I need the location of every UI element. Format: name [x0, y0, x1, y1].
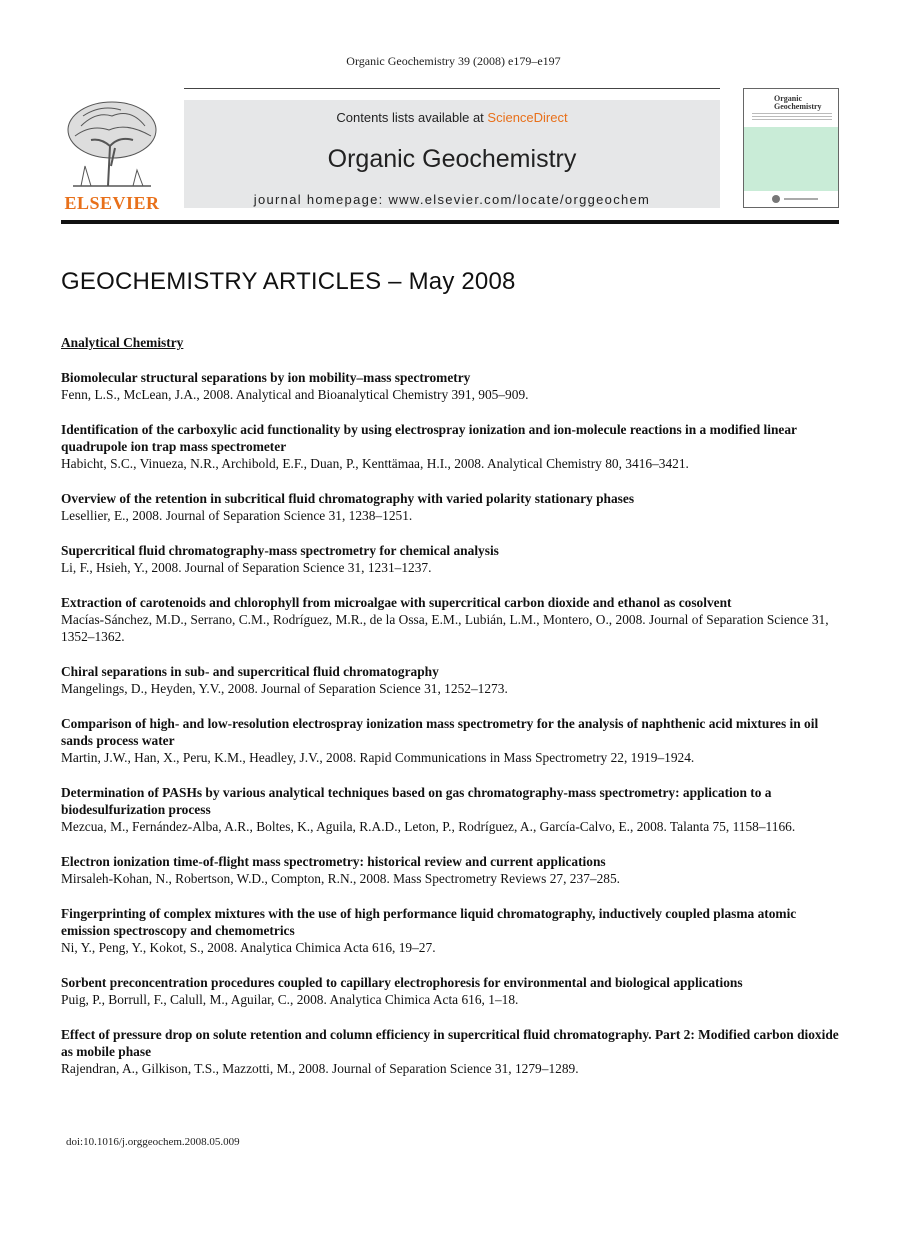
journal-masthead: [61, 88, 839, 213]
article-entry: [61, 421, 839, 472]
article-entry: [61, 369, 839, 403]
journal-banner: [184, 100, 720, 208]
article-reference: Lesellier, E., 2008. Journal of Separation Science 31, 1238–1251.: [61, 508, 413, 523]
article-reference: Ni, Y., Peng, Y., Kokot, S., 2008. Analytica Chimica Acta 616, 19–27.: [61, 940, 436, 955]
header-divider: [61, 220, 839, 224]
cover-footer: [744, 191, 838, 207]
article-title[interactable]: Effect of pressure drop on solute retention and column efficiency in supercritical fluid chromatography. Part 2: Modified carbon dioxide as mobile phase: [61, 1027, 839, 1059]
article-title[interactable]: Electron ionization time-of-flight mass spectrometry: historical review and current applications: [61, 854, 606, 869]
cover-lines: [752, 113, 832, 122]
journal-title: Organic Geochemistry: [327, 145, 577, 173]
publisher-wordmark: ELSEVIER: [64, 193, 160, 213]
running-head: Organic Geochemistry 39 (2008) e179–e197: [346, 54, 561, 68]
doi-link[interactable]: doi:10.1016/j.orggeochem.2008.05.009: [66, 1136, 240, 1148]
article-title[interactable]: Biomolecular structural separations by ion mobility–mass spectrometry: [61, 370, 471, 385]
article-reference: Mirsaleh-Kohan, N., Robertson, W.D., Compton, R.N., 2008. Mass Spectrometry Reviews 27, 237–285.: [61, 871, 621, 886]
article-reference: Fenn, L.S., McLean, J.A., 2008. Analytical and Bioanalytical Chemistry 391, 905–909.: [61, 387, 529, 402]
masthead-top-rule: [184, 88, 720, 89]
article-entry: [61, 905, 839, 956]
article-title[interactable]: Chiral separations in sub- and supercritical fluid chromatography: [61, 664, 439, 679]
article-entry: [61, 663, 839, 697]
article-reference: Macías-Sánchez, M.D., Serrano, C.M., Rodríguez, M.R., de la Ossa, E.M., Lubián, L.M., Montero, O., 2008. Journal of Separation Science 31, 1352–1362.: [61, 612, 829, 644]
article-entry: [61, 715, 839, 766]
article-reference: Martin, J.W., Han, X., Peru, K.M., Headley, J.V., 2008. Rapid Communications in Mass Spectrometry 22, 1919–1924.: [61, 750, 695, 765]
article-title[interactable]: Fingerprinting of complex mixtures with the use of high performance liquid chromatography, inductively coupled plasma atomic emission spectroscopy and chemometrics: [61, 906, 797, 938]
article-reference: Mangelings, D., Heyden, Y.V., 2008. Journal of Separation Science 31, 1252–1273.: [61, 681, 508, 696]
article-list: [61, 334, 839, 1095]
cover-header: [744, 89, 838, 127]
article-reference: Li, F., Hsieh, Y., 2008. Journal of Separation Science 31, 1231–1237.: [61, 560, 432, 575]
article-title[interactable]: Sorbent preconcentration procedures coupled to capillary electrophoresis for environmental and biological applications: [61, 975, 743, 990]
article-title[interactable]: Determination of PASHs by various analytical techniques based on gas chromatography-mass spectrometry: application to a biodesulfurization process: [61, 785, 772, 817]
journal-homepage-link[interactable]: journal homepage: www.elsevier.com/locate/orggeochem: [253, 192, 651, 207]
article-entry: [61, 1026, 839, 1077]
article-reference: Mezcua, M., Fernández-Alba, A.R., Boltes, K., Aguila, R.A.D., Leton, P., Rodríguez, A., García-Calvo, E., 2008. Talanta 75, 1158–1166.: [61, 819, 796, 834]
page-title: GEOCHEMISTRY ARTICLES – May 2008: [61, 268, 516, 295]
article-entry: [61, 490, 839, 524]
article-reference: Habicht, S.C., Vinueza, N.R., Archibold, E.F., Duan, P., Kenttämaa, H.I., 2008. Analytical Chemistry 80, 3416–3421.: [61, 456, 689, 471]
article-title[interactable]: Extraction of carotenoids and chlorophyll from microalgae with supercritical carbon dioxide and ethanol as cosolvent: [61, 595, 732, 610]
cover-title: Organic Geochemistry: [774, 94, 822, 111]
article-title[interactable]: Supercritical fluid chromatography-mass spectrometry for chemical analysis: [61, 543, 499, 558]
article-title[interactable]: Overview of the retention in subcritical fluid chromatography with varied polarity stationary phases: [61, 491, 635, 506]
cover-logo-icon: [772, 195, 780, 203]
cover-footer-line: [784, 198, 818, 200]
article-title[interactable]: Comparison of high- and low-resolution electrospray ionization mass spectrometry for the analysis of naphthenic acid mixtures in oil sands process water: [61, 716, 819, 748]
contents-availability: [184, 110, 720, 125]
article-entry: [61, 542, 839, 576]
elsevier-tree-logo[interactable]: [61, 96, 163, 212]
tree-icon: [61, 96, 163, 192]
section-heading: Analytical Chemistry: [61, 335, 184, 350]
article-entry: [61, 594, 839, 645]
contents-prefix: Contents lists available at: [336, 110, 488, 125]
article-reference: Puig, P., Borrull, F., Calull, M., Aguilar, C., 2008. Analytica Chimica Acta 616, 1–18.: [61, 992, 519, 1007]
article-entry: [61, 853, 839, 887]
article-entry: [61, 784, 839, 835]
journal-cover-thumbnail[interactable]: [743, 88, 839, 208]
sciencedirect-link[interactable]: ScienceDirect: [487, 110, 568, 125]
article-reference: Rajendran, A., Gilkison, T.S., Mazzotti, M., 2008. Journal of Separation Science 31, 1279–1289.: [61, 1061, 579, 1076]
article-entry: [61, 974, 839, 1008]
article-title[interactable]: Identification of the carboxylic acid functionality by using electrospray ionization and ion-molecule reactions in a modified linear quadrupole ion trap mass spectrometer: [61, 422, 797, 454]
